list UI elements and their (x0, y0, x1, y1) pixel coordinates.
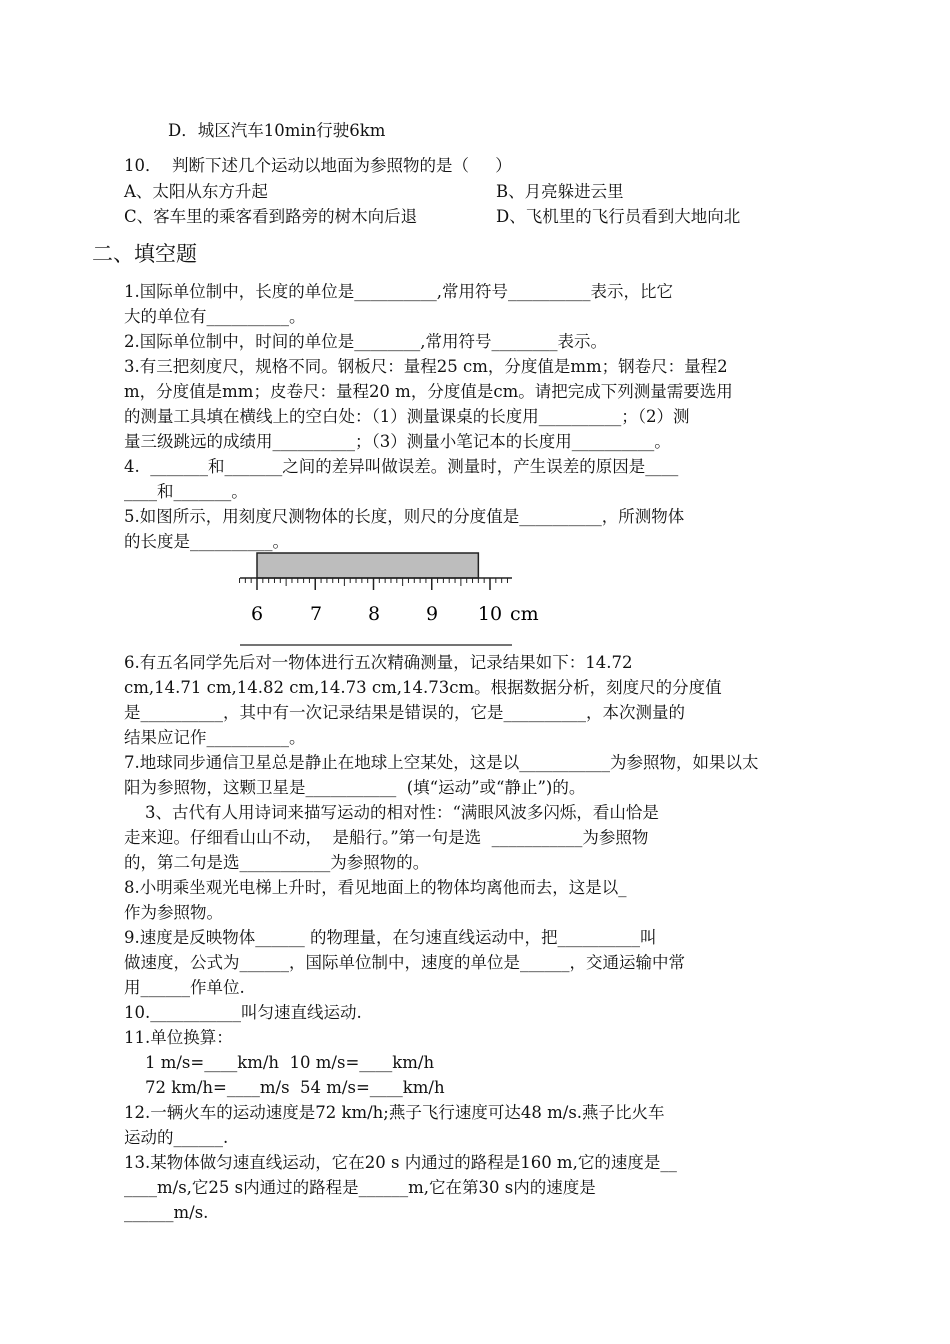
text-line: 13.某物体做匀速直线运动，它在20 s 内通过的路程是160 m,它的速度是__ (124, 1153, 677, 1172)
text-line: 阳为参照物，这颗卫星是___________ (填“运动”或“静止”)的。 (124, 778, 586, 797)
tick-label-9: 9 (425, 603, 439, 625)
text-line: 4. _______和_______之间的差异叫做误差。测量时，产生误差的原因是____ (124, 457, 679, 476)
section-title: 二、填空题 (92, 242, 197, 266)
text-line: 3.有三把刻度尺，规格不同。钢板尺：量程25 cm，分度值是mm；钢卷尺：量程2 (124, 357, 728, 376)
text-line: 的测量工具填在横线上的空白处：（1）测量课桌的长度用__________；（2）测 (124, 407, 690, 426)
text-line: 运动的______. (124, 1128, 229, 1147)
text-line: 6.有五名同学先后对一物体进行五次精确测量，记录结果如下：14.72 (124, 653, 633, 672)
tick-label-6: 6 (250, 603, 264, 625)
q10-option-c: C、客车里的乘客看到路旁的树木向后退 (124, 207, 418, 226)
text-line: 走来迎。仔细看山山不动， 是船行。”第一句是选 ___________为参照物 (124, 828, 649, 847)
q10-option-d: D、飞机里的飞行员看到大地向北 (496, 207, 741, 226)
q10-option-a: A、太阳从东方升起 (124, 182, 268, 201)
text-line: 用______作单位. (124, 978, 245, 997)
text-line: 5.如图所示，用刻度尺测物体的长度，则尺的分度值是__________，所测物体 (124, 507, 685, 526)
q10-option-b: B、月亮躲进云里 (496, 182, 624, 201)
text-line: 1.国际单位制中，长度的单位是__________,常用符号__________表示，比它 (124, 282, 673, 301)
text-line: 10.___________叫匀速直线运动. (124, 1003, 362, 1022)
text-line: ____和_______。 (124, 482, 248, 501)
text-line: 做速度，公式为______，国际单位制中，速度的单位是______，交通运输中常 (124, 953, 685, 972)
tick-label-10: 10 (477, 603, 503, 625)
text-line: 3、古代有人用诗词来描写运动的相对性：“满眼风波多闪烁，看山恰是 (124, 803, 659, 822)
tick-label-8: 8 (367, 603, 381, 625)
text-line: m，分度值是mm；皮卷尺：量程20 m，分度值是cm。请把完成下列测量需要选用 (124, 382, 733, 401)
text-line: 作为参照物。 (124, 903, 223, 922)
q9-option-d: D．城区汽车10min行驶6km (168, 121, 386, 140)
text-line: 2.国际单位制中，时间的单位是________,常用符号________表示。 (124, 332, 607, 351)
text-line: cm,14.71 cm,14.82 cm,14.73 cm,14.73cm。根据数据分析，刻度尺的分度值 (124, 678, 722, 697)
text-line: 12.一辆火车的运动速度是72 km/h;燕子飞行速度可达48 m/s.燕子比火车 (124, 1103, 665, 1122)
text-line: 大的单位有__________。 (124, 307, 306, 326)
text-line: 11.单位换算： (124, 1028, 233, 1047)
q10-stem: 10． 判断下述几个运动以地面为参照物的是（ ） (124, 156, 512, 175)
text-line: 的长度是__________。 (124, 532, 289, 551)
tick-label-7: 7 (309, 603, 323, 625)
text-line: 7.地球同步通信卫星总是静止在地球上空某处，这是以___________为参照物，如果以太 (124, 753, 759, 772)
text-line: 结果应记作__________。 (124, 728, 306, 747)
text-line: 1 m/s=____km/h 10 m/s=____km/h (124, 1053, 435, 1072)
ruler-figure (236, 545, 539, 650)
text-line: ______m/s. (124, 1203, 209, 1222)
text-line: ____m/s,它25 s内通过的路程是______m,它在第30 s内的速度是 (124, 1178, 596, 1197)
text-line: 是__________，其中有一次记录结果是错误的，它是__________，本次测量的 (124, 703, 685, 722)
unit-label: cm (510, 603, 539, 625)
text-line: 8.小明乘坐观光电梯上升时，看见地面上的物体均离他而去，这是以_ (124, 878, 627, 897)
measured-object (257, 553, 478, 578)
text-line: 72 km/h=____m/s 54 m/s=____km/h (124, 1078, 445, 1097)
ruler-ticks (240, 578, 508, 590)
text-line: 的，第二句是选___________为参照物的。 (124, 853, 430, 872)
text-line: 9.速度是反映物体______ 的物理量，在匀速直线运动中，把__________叫 (124, 928, 657, 947)
text-line: 量三级跳远的成绩用__________；（3）测量小笔记本的长度用__________。 (124, 432, 671, 451)
